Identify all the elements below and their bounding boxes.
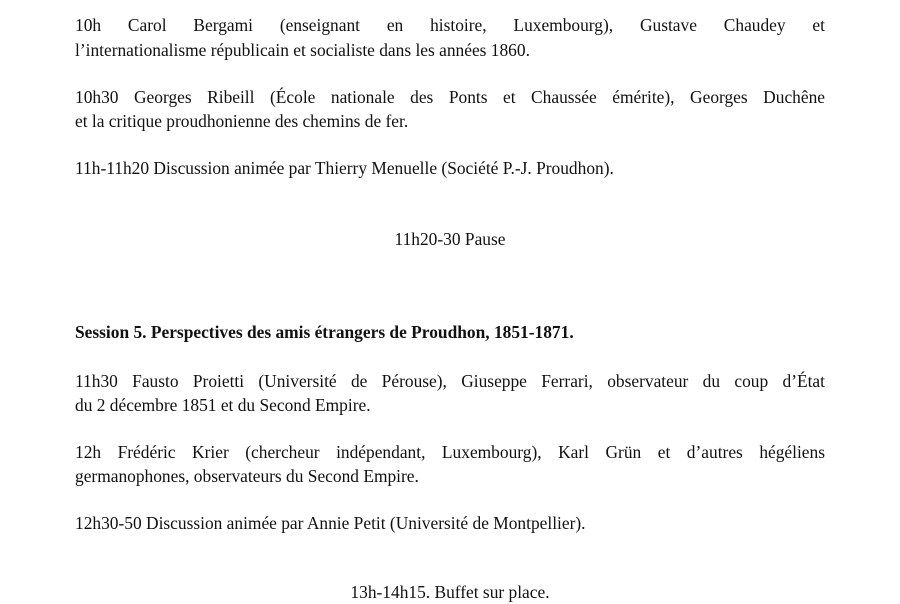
talk-proietti-line-1: 11h30 Fausto Proietti (Université de Pérouse), Giuseppe Ferrari, observateur du coup d’État bbox=[75, 371, 825, 391]
session-5-title: Session 5. Perspectives des amis étrangers de Proudhon, 1851-1871. bbox=[75, 322, 574, 342]
discussion-petit: 12h30-50 Discussion animée par Annie Petit (Université de Montpellier). bbox=[75, 513, 586, 533]
talk-ribeill-line-2: et la critique proudhonienne des chemins de fer. bbox=[75, 111, 409, 131]
talk-proietti-line-2: du 2 décembre 1851 et du Second Empire. bbox=[75, 395, 371, 415]
talk-bergami-line-1: 10h Carol Bergami (enseignant en histoire, Luxembourg), Gustave Chaudey et bbox=[75, 15, 825, 35]
discussion-menuelle: 11h-11h20 Discussion animée par Thierry Menuelle (Société P.-J. Proudhon). bbox=[75, 158, 614, 178]
talk-krier-line-2: germanophones, observateurs du Second Empire. bbox=[75, 466, 419, 486]
pause-line: 11h20-30 Pause bbox=[394, 229, 506, 249]
talk-ribeill-line-1: 10h30 Georges Ribeill (École nationale des Ponts et Chaussée émérite), Georges Duchêne bbox=[75, 87, 825, 107]
lunch-line: 13h-14h15. Buffet sur place. bbox=[350, 582, 550, 602]
talk-krier-line-1: 12h Frédéric Krier (chercheur indépendant, Luxembourg), Karl Grün et d’autres hégéliens bbox=[75, 442, 825, 462]
talk-bergami-line-2: l’internationalisme républicain et socialiste dans les années 1860. bbox=[75, 40, 530, 60]
